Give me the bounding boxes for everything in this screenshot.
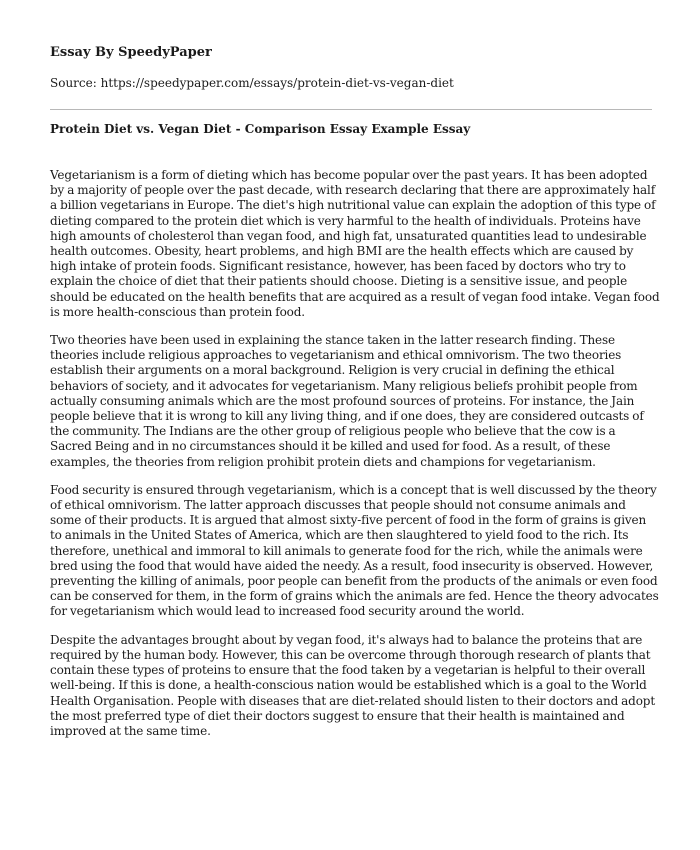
body-paragraph: Two theories have been used in explaining the stance taken in the latter research finding. These theories include religious approaches to vegetarianism and ethical omnivorism. The two theories establish their arguments on a moral background. Religion is very crucial in defining the ethical behaviors of society, and it advocates for vegetarianism. Many religious beliefs prohibit people from actually consuming animals which are the most profound sources of proteins. For instance, the Jain people believe that it is wrong to kill any living thing, and if one does, they are considered outcasts of the community. The Indians are the other group of religious people who believe that the cow is a Sacred Being and in no circumstances should it be killed and used for food. As a result, of these examples, the theories from religion prohibit protein diets and champions for vegetarianism.	[50, 333, 644, 469]
document-source: Source: https://speedypaper.com/essays/protein-diet-vs-vegan-diet	[50, 76, 454, 90]
document-body	[50, 168, 660, 752]
document-header	[50, 44, 652, 92]
document-title: Protein Diet vs. Vegan Diet - Comparison Essay Example Essay	[50, 122, 471, 136]
body-paragraph: Food security is ensured through vegetarianism, which is a concept that is well discussed by the theory of ethical omnivorism. The latter approach discusses that people should not consume animals and some of their products. It is argued that almost sixty-five percent of food in the form of grains is given to animals in the United States of America, which are then slaughtered to yield food to the rich. Its therefore, unethical and immoral to kill animals to generate food for the rich, while the animals were bred using the food that would have aided the needy. As a result, food insecurity is observed. However, preventing the killing of animals, poor people can benefit from the products of the animals or even food can be conserved for them, in the form of grains which the animals are fed. Hence the theory advocates for vegetarianism which would lead to increased food security around the world.	[50, 482, 659, 619]
body-paragraph: Despite the advantages brought about by vegan food, it's always had to balance the proteins that are required by the human body. However, this can be overcome through thorough research of plants that contain these types of proteins to ensure that the food taken by a vegetarian is helpful to their overall well-being. If this is done, a health-conscious nation would be established which is a goal to the World Health Organisation. People with diseases that are diet-related should listen to their doctors and adopt the most preferred type of diet their doctors suggest to ensure that their health is maintained and improved at the same time.	[50, 632, 655, 738]
header-divider	[50, 109, 652, 110]
body-paragraph: Vegetarianism is a form of dieting which has become popular over the past years. It has been adopted by a majority of people over the past decade, with research declaring that there are approximately half a billion vegetarians in Europe. The diet's high nutritional value can explain the adoption of this type of dieting compared to the protein diet which is very harmful to the health of individuals. Proteins have high amounts of cholesterol than vegan food, and high fat, unsaturated quantities lead to undesirable health outcomes. Obesity, heart problems, and high BMI are the health effects which are caused by high intake of protein foods. Significant resistance, however, has been faced by doctors who try to explain the choice of diet that their patients should choose. Dieting is a sensitive issue, and people should be educated on the health benefits that are acquired as a result of vegan food intake. Vegan food is more health-conscious than protein food.	[50, 168, 660, 319]
document-brand: Essay By SpeedyPaper	[50, 45, 212, 60]
